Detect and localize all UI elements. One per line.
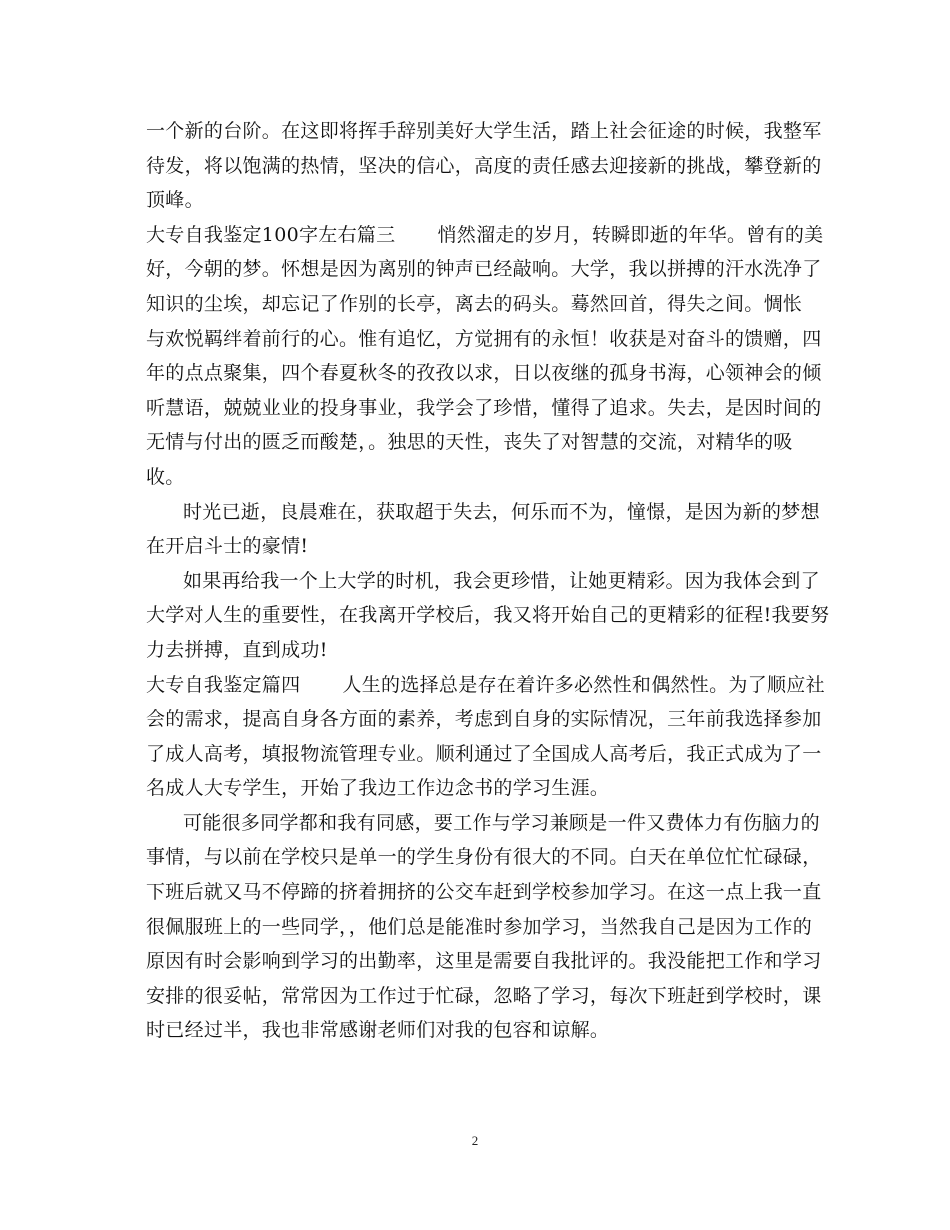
text-line: 年的点点聚集，四个春夏秋冬的孜孜以求，日以夜继的孤身书海，心领神会的倾: [146, 362, 822, 385]
page-number: 2: [471, 1133, 479, 1148]
text-line: 与欢悦羁绊着前行的心。惟有追忆，方觉拥有的永恒！收获是对奋斗的馈赠，四: [146, 327, 822, 350]
paragraph-start-line: 时光已逝，良晨难在，获取超于失去，何乐而不为，憧憬，是因为新的梦想: [183, 500, 820, 523]
text-line: 好，今朝的梦。怀想是因为离别的钟声已经敲响。大学，我以拼搏的汗水洗净了: [146, 258, 822, 281]
text-line: 一个新的台阶。在这即将挥手辞别美好大学生活，踏上社会征途的时候，我整军: [146, 120, 822, 142]
text-line: 了成人高考，填报物流管理专业。顺利通过了全国成人高考后，我正式成为了一: [146, 742, 822, 765]
text-line: 顶峰。: [146, 189, 204, 212]
text-line: 听慧语，兢兢业业的投身事业，我学会了珍惜，懂得了追求。失去，是因时间的: [146, 396, 822, 419]
text-line: 很佩服班上的一些同学，，他们总是能准时参加学习，当然我自己是因为工作的: [146, 915, 813, 938]
text-line: 收。: [146, 465, 185, 488]
section-four-heading: 大专自我鉴定篇四: [146, 673, 301, 696]
section-four-line: [146, 668, 825, 703]
text-line: 安排的很妥帖，常常因为工作过于忙碌，忽略了学习，每次下班赶到学校时，课: [146, 984, 822, 1007]
document-body: [146, 114, 830, 1048]
text-line: 力去拼搏，直到成功!: [146, 638, 328, 661]
text-line: 大学对人生的重要性，在我离开学校后，我又将开始自己的更精彩的征程!我要努: [146, 604, 830, 627]
text-line: 事情，与以前在学校只是单一的学生身份有很大的不同。白天在单位忙忙碌碌，: [146, 846, 822, 869]
paragraph-start-line: 如果再给我一个上大学的时机，我会更珍惜，让她更精彩。因为我体会到了: [183, 569, 820, 592]
text-line: 会的需求，提高自身各方面的素养，考虑到自身的实际情况，三年前我选择参加: [146, 708, 822, 731]
text-line: 人生的选择总是存在着许多必然性和偶然性。为了顺应社: [342, 673, 825, 696]
text-line: 时已经过半，我也非常感谢老师们对我的包容和谅解。: [146, 1019, 610, 1042]
section-three-line: [146, 218, 824, 253]
text-line: 知识的尘埃，却忘记了作别的长亭，离去的码头。蓦然回首，得失之间。惆怅: [146, 292, 803, 315]
section-three-heading: 大专自我鉴定100字左右篇三: [146, 223, 396, 246]
text-line: 悄然溜走的岁月，转瞬即逝的年华。曾有的美: [437, 223, 824, 246]
paragraph-start-line: 可能很多同学都和我有同感，要工作与学习兼顾是一件又费体力有伤脑力的: [183, 811, 820, 834]
text-line: 下班后就又马不停蹄的挤着拥挤的公交车赶到学校参加学习。在这一点上我一直: [146, 881, 822, 904]
text-line: 名成人大专学生，开始了我边工作边念书的学习生涯。: [146, 777, 610, 800]
text-line: 原因有时会影响到学习的出勤率，这里是需要自我批评的。我没能把工作和学习: [146, 950, 822, 973]
text-line: 在开启斗士的豪情!: [146, 535, 309, 558]
text-line: 无情与付出的匮乏而酸楚，。独思的天性，丧失了对智慧的交流，对精华的吸: [146, 431, 793, 454]
text-line: 待发，将以饱满的热情，坚决的信心，高度的责任感去迎接新的挑战，攀登新的: [146, 154, 822, 177]
